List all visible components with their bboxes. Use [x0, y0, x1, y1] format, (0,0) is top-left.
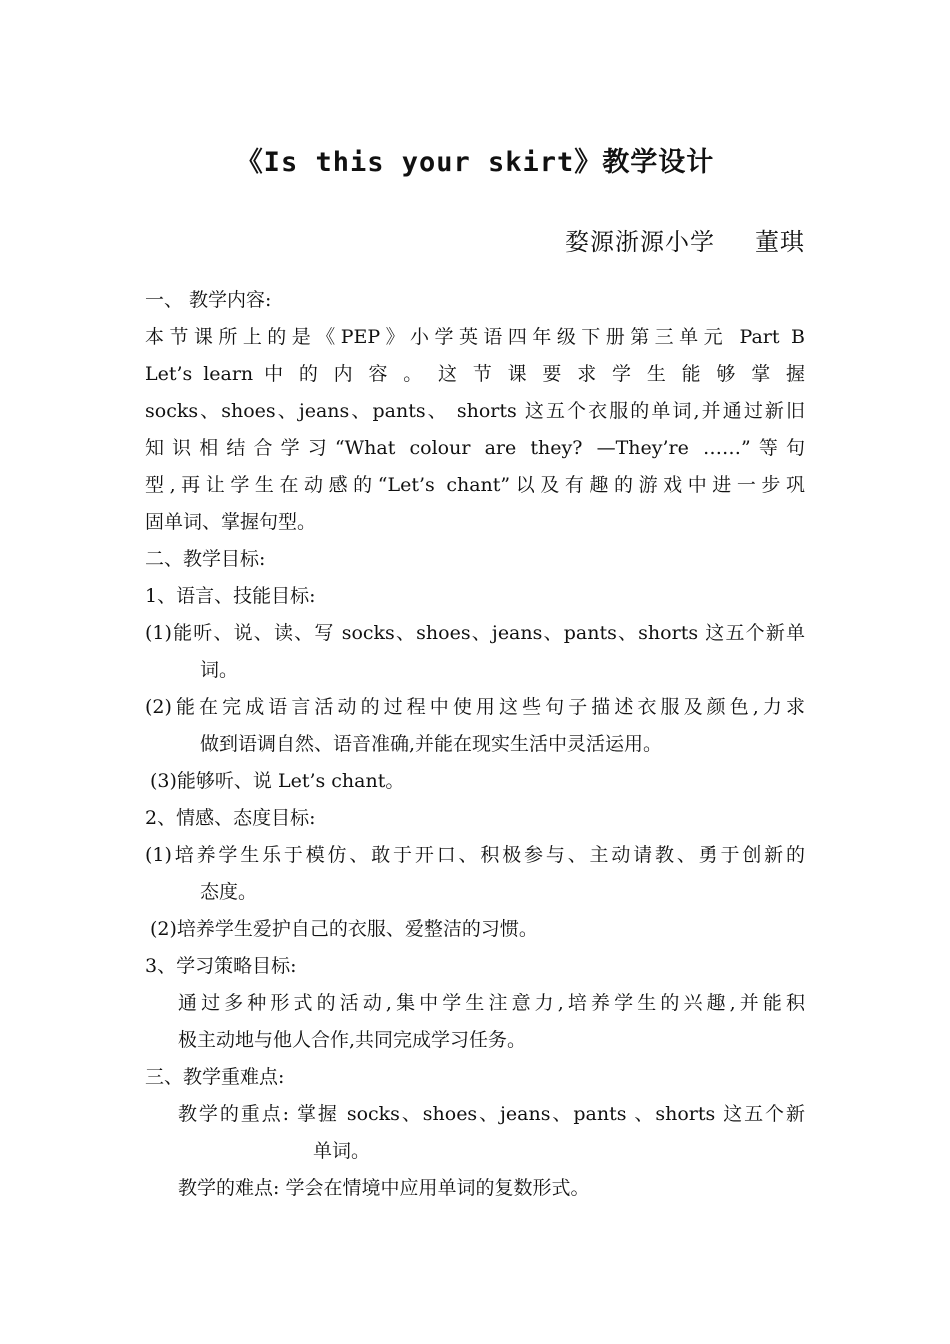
list-item-continuation: 词。 [200, 659, 239, 681]
paragraph-line: Let’s learn 中 的 内 容 。 这 节 课 要 求 学 生 能 够 掌 握 [145, 363, 805, 385]
key-point-line: 教学的重点: 掌握 socks、shoes、jeans、pants 、shorts 这五个新 [178, 1103, 805, 1125]
paragraph-line: 极主动地与他人合作,共同完成学习任务。 [178, 1029, 527, 1051]
paragraph-line: 通过多种形式的活动,集中学生注意力,培养学生的兴趣,并能积 [178, 992, 805, 1014]
paragraph-line: 知识相结合学习“What colour are they? —They’re ……”等句 [145, 437, 805, 459]
list-item: (1)培养学生乐于模仿、敢于开口、积极参与、主动请教、勇于创新的 [145, 844, 805, 866]
author-line [565, 222, 805, 257]
key-point-continuation: 单词。 [313, 1140, 371, 1162]
subsection-heading: 3、学习策略目标: [145, 955, 297, 977]
list-item-continuation: 做到语调自然、语音准确,并能在现实生活中灵活运用。 [200, 733, 663, 755]
section-heading: 三、教学重难点: [145, 1066, 285, 1088]
list-item-continuation: 态度。 [200, 881, 258, 903]
paragraph-line: 本节课所上的是《PEP》小学英语四年级下册第三单元 Part B [145, 326, 805, 348]
list-item: (2)能在完成语言活动的过程中使用这些句子描述衣服及颜色,力求 [145, 696, 805, 718]
author-name: 董琪 [755, 228, 805, 256]
list-item: (2)培养学生爱护自己的衣服、爱整洁的习惯。 [150, 918, 538, 940]
difficult-point-line: 教学的难点: 学会在情境中应用单词的复数形式。 [178, 1177, 590, 1199]
list-item: (3)能够听、说 Let’s chant。 [150, 770, 405, 792]
section-heading: 二、教学目标: [145, 548, 266, 570]
paragraph-line: socks、shoes、jeans、pants、 shorts 这五个衣服的单词,并通过新旧 [145, 400, 805, 422]
subsection-heading: 2、情感、态度目标: [145, 807, 316, 829]
subsection-heading: 1、语言、技能目标: [145, 585, 316, 607]
paragraph-line: 型,再让学生在动感的“Let’s chant”以及有趣的游戏中进一步巩 [145, 474, 805, 496]
document-title: 《Is this your skirt》教学设计 [235, 147, 715, 178]
paragraph-line: 固单词、掌握句型。 [145, 511, 317, 533]
section-heading: 一、 教学内容: [145, 289, 272, 311]
list-item: (1)能听、说、读、写 socks、shoes、jeans、pants、shorts 这五个新单 [145, 622, 805, 644]
author-school: 婺源浙源小学 [565, 228, 715, 256]
